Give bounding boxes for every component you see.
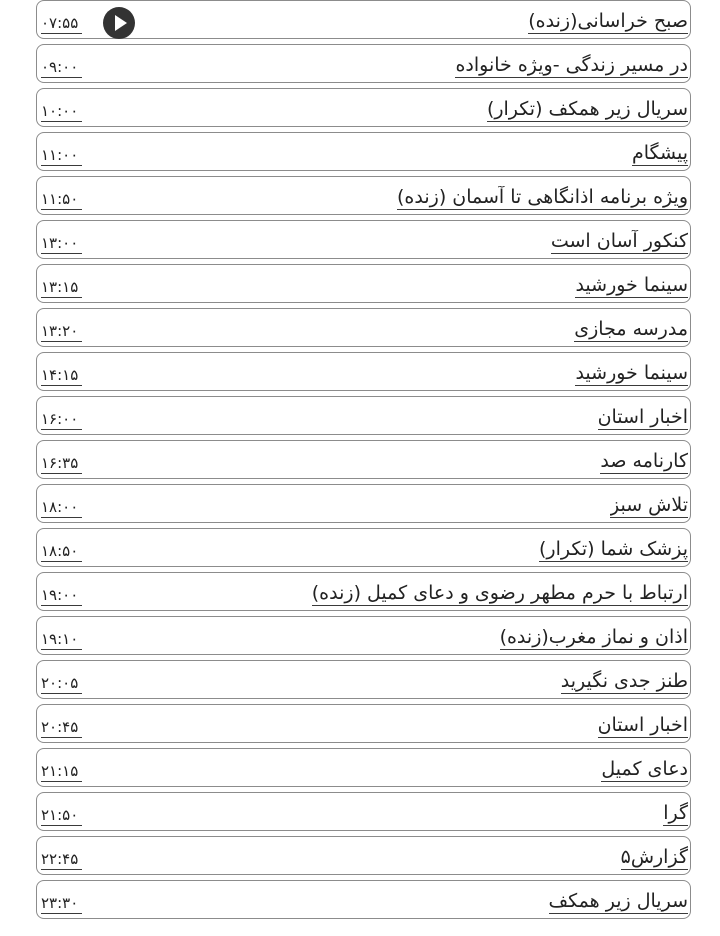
program-title: ویژه برنامه اذانگاهی تا آسمان (زنده) <box>397 186 688 208</box>
program-title: اخبار استان <box>597 406 688 428</box>
schedule-row[interactable] <box>36 836 691 875</box>
program-time: ۲۱:۵۰ <box>41 806 82 826</box>
program-title: مدرسه مجازی <box>574 318 688 340</box>
program-title: تلاش سبز <box>610 494 688 516</box>
program-title: پزشک شما (تکرار) <box>538 538 688 560</box>
schedule-row[interactable] <box>36 44 691 83</box>
program-time: ۰۷:۵۵ <box>41 14 82 34</box>
program-time: ۱۶:۳۵ <box>41 454 82 474</box>
program-title: کارنامه صد <box>600 450 688 472</box>
program-time: ۱۳:۲۰ <box>41 322 82 342</box>
schedule-row[interactable] <box>36 484 691 523</box>
program-time: ۱۸:۰۰ <box>41 498 82 518</box>
program-title: طنز جدی نگیرید <box>560 670 688 692</box>
program-title: صبح خراسانی(زنده) <box>528 10 688 32</box>
schedule-row[interactable] <box>36 880 691 919</box>
schedule-row[interactable] <box>36 528 691 567</box>
schedule-row[interactable] <box>36 308 691 347</box>
program-title: ارتباط با حرم مطهر رضوی و دعای کمیل (زنده) <box>311 582 688 604</box>
schedule-row[interactable] <box>36 440 691 479</box>
play-button[interactable] <box>103 7 135 39</box>
schedule-row[interactable] <box>36 88 691 127</box>
program-time: ۱۶:۰۰ <box>41 410 82 430</box>
program-time: ۱۰:۰۰ <box>41 102 82 122</box>
program-title: اذان و نماز مغرب(زنده) <box>499 626 688 648</box>
program-title: سینما خورشید <box>575 362 688 384</box>
schedule-row[interactable] <box>36 132 691 171</box>
program-time: ۱۱:۰۰ <box>41 146 82 166</box>
program-time: ۱۸:۵۰ <box>41 542 82 562</box>
schedule-row[interactable] <box>36 220 691 259</box>
program-title: در مسیر زندگی -ویژه خانواده <box>455 54 688 76</box>
program-time: ۲۱:۱۵ <box>41 762 82 782</box>
program-title: کنکور آسان است <box>550 230 688 252</box>
schedule-row[interactable] <box>36 176 691 215</box>
program-time: ۲۰:۴۵ <box>41 718 82 738</box>
schedule-row[interactable] <box>36 572 691 611</box>
schedule-row[interactable] <box>36 660 691 699</box>
program-title: گزارش۵ <box>620 846 688 868</box>
program-title: سینما خورشید <box>575 274 688 296</box>
program-time: ۱۴:۱۵ <box>41 366 82 386</box>
program-title: دعای کمیل <box>601 758 688 780</box>
schedule-row[interactable] <box>36 704 691 743</box>
schedule-row[interactable] <box>36 792 691 831</box>
schedule-row[interactable] <box>36 616 691 655</box>
schedule-row[interactable] <box>36 0 691 39</box>
program-time: ۰۹:۰۰ <box>41 58 82 78</box>
program-time: ۱۱:۵۰ <box>41 190 82 210</box>
schedule-row[interactable] <box>36 748 691 787</box>
program-title: سریال زیر همکف <box>548 890 688 912</box>
schedule-row[interactable] <box>36 352 691 391</box>
schedule-row[interactable] <box>36 264 691 303</box>
program-time: ۱۹:۱۰ <box>41 630 82 650</box>
program-time: ۲۳:۳۰ <box>41 894 82 914</box>
program-time: ۱۹:۰۰ <box>41 586 82 606</box>
schedule-list <box>36 0 693 936</box>
program-title: سریال زیر همکف (تکرار) <box>486 98 688 120</box>
program-time: ۱۳:۰۰ <box>41 234 82 254</box>
program-title: پیشگام <box>631 142 688 164</box>
schedule-row[interactable] <box>36 396 691 435</box>
program-time: ۱۳:۱۵ <box>41 278 82 298</box>
play-icon <box>115 15 127 31</box>
program-title: اخبار استان <box>597 714 688 736</box>
program-title: گرا <box>663 802 688 824</box>
program-time: ۲۰:۰۵ <box>41 674 82 694</box>
program-time: ۲۲:۴۵ <box>41 850 82 870</box>
